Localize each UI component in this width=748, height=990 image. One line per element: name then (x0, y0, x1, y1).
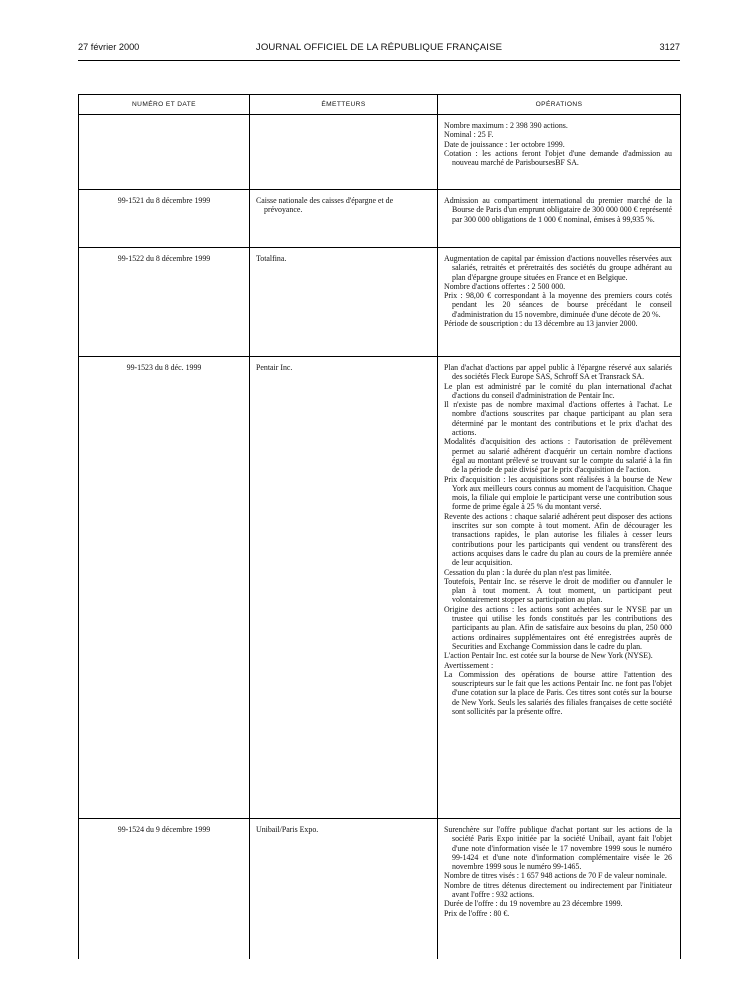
operation-paragraph: Modalités d'acquisition des actions : l'autorisation de prélèvement permet au salarié adhérent d'acquérir un certain nombre d'actions égal au montant prélevé se trouvant sur le compte du salarié à la fin de la période de paie divisé par le prix d'acquisition de l'action. (444, 437, 672, 475)
cell-operations (438, 357, 681, 819)
operation-paragraph: Cotation : les actions feront l'objet d'une demande d'admission au nouveau marché de ParisboursesBF SA. (444, 148, 672, 168)
operation-paragraph: Nombre de titres détenus directement ou indirectement par l'initiateur avant l'offre : 932 actions. (444, 880, 672, 900)
operation-paragraph: Nombre d'actions offertes : 2 500 000. (444, 281, 566, 291)
page-number: 3127 (659, 42, 680, 52)
emetteur-text: Unibail/Paris Expo. (256, 825, 319, 834)
cell-operations (438, 819, 681, 959)
emetteur-text: Caisse nationale des caisses d'épargne et de prévoyance. (256, 196, 394, 215)
emetteur-text: Pentair Inc. (256, 363, 293, 372)
operation-paragraph: Nominal : 25 F. (444, 130, 494, 140)
operation-paragraph: Prix de l'offre : 80 €. (444, 908, 510, 918)
operation-paragraph: Cessation du plan : la durée du plan n'est pas limitée. (444, 567, 612, 577)
operation-paragraph: Le plan est administré par le comité du plan international d'achat d'actions du conseil d'administration de Pentair Inc. (444, 381, 672, 400)
operation-paragraph: Augmentation de capital par émission d'actions nouvelles réservées aux salariés, retraités et préretraités des sociétés du groupe adhérant au plan d'épargne groupe situées en France et en Belgique. (444, 254, 672, 282)
operation-paragraph: La Commission des opérations de bourse attire l'attention des souscripteurs sur le fait que les actions Pentair Inc. ne font pas l'objet d'une cotation sur la place de Paris. Ces titres sont cotés sur la bourse de New York. Seuls les salariés des filiales françaises de cette société sont sollicités par la présente offre. (444, 669, 672, 716)
header-rule (78, 60, 680, 61)
column-header-numero: NUMÉRO ET DATE (79, 95, 250, 115)
operation-paragraph: Il n'existe pas de nombre maximal d'actions offertes à l'achat. Le nombre d'actions souscrites par chaque participant au plan sera déterminé par le montant des contributions et le prix d'achat des actions. (444, 400, 672, 438)
operation-paragraph: Date de jouissance : 1er octobre 1999. (444, 139, 565, 149)
cell-operations (438, 248, 681, 357)
operation-paragraph: Origine des actions : les actions sont achetées sur le NYSE par un trustee qui utilise les fonds constitués par les contributions des participants au plan. Afin de satisfaire aux besoins du plan, 250 000 actions ordinaires supplémentaires ont été enregistrées auprès de Securities and Exchange Commission dans le cadre du plan. (444, 604, 672, 651)
cell-numero-date: 99-1524 du 9 décembre 1999 (79, 819, 250, 959)
operation-paragraph: Plan d'achat d'actions par appel public à l'épargne réservé aux salariés des sociétés Fleck Europe SAS, Schroff SA et Transrack SA. (444, 363, 672, 382)
cell-emetteur (250, 115, 438, 190)
cell-numero-date: 99-1523 du 8 déc. 1999 (79, 357, 250, 819)
operation-paragraph: Surenchère sur l'offre publique d'achat portant sur les actions de la société Paris Expo initiée par la société Unibail, ayant fait l'objet d'une note d'information visée le 17 novembre 1999 sous le numéro 99-1424 et d'une note d'information complémentaire visée le 26 novembre 1999 sous le numéro 99-1465. (444, 825, 672, 872)
header-date: 27 février 2000 (78, 42, 140, 52)
table-row (79, 190, 681, 248)
operation-paragraph: Nombre de titres visés : 1 657 948 actions de 70 F de valeur nominale. (444, 871, 667, 881)
cell-operations (438, 115, 681, 190)
operation-paragraph: Revente des actions : chaque salarié adhérent peut disposer des actions inscrites sur son compte à tout moment. Afin de décourager les transactions rapides, le plan autorise les filiales à cesser leurs contributions pour les participants qui vendent ou transfèrent des actions acquises dans le cadre du plan au cours de la première année de leur acquisition. (444, 511, 672, 568)
page-header (78, 42, 680, 56)
operation-paragraph: Toutefois, Pentair Inc. se réserve le droit de modifier ou d'annuler le plan à tout moment. A tout moment, un participant peut volontairement stopper sa participation au plan. (444, 576, 672, 605)
table-row (79, 248, 681, 357)
operation-paragraph: Admission au compartiment international du premier marché de la Bourse de Paris d'un emprunt obligataire de 300 000 000 € représenté par 300 000 obligations de 1 000 € nominal, émises à 99,935 %. (444, 196, 672, 224)
table-row (79, 819, 681, 959)
cell-emetteur (250, 357, 438, 819)
column-header-emetteurs: ÉMETTEURS (250, 95, 438, 115)
operation-paragraph: Durée de l'offre : du 19 novembre au 23 décembre 1999. (444, 899, 623, 909)
table-header-row (79, 95, 681, 115)
operation-paragraph: L'action Pentair Inc. est cotée sur la bourse de New York (NYSE). (444, 651, 653, 661)
cell-numero-date: 99-1522 du 8 décembre 1999 (79, 248, 250, 357)
column-header-operations: OPÉRATIONS (438, 95, 681, 115)
cell-operations (438, 190, 681, 248)
operation-paragraph: Avertissement : (444, 660, 494, 670)
operation-paragraph: Nombre maximum : 2 398 390 actions. (444, 121, 568, 130)
cell-numero-date (79, 115, 250, 190)
table-row (79, 357, 681, 819)
operation-paragraph: Période de souscription : du 13 décembre au 13 janvier 2000. (444, 319, 638, 329)
operation-paragraph: Prix : 98,00 € correspondant à la moyenne des premiers cours cotés pendant les 20 séances de bourse précédant le conseil d'administration du 15 novembre, diminuée d'une décote de 20 %. (444, 291, 672, 319)
emetteur-text: Totalfina. (256, 254, 287, 263)
journal-title: JOURNAL OFFICIEL DE LA RÉPUBLIQUE FRANÇAISE (255, 42, 503, 53)
cell-emetteur (250, 819, 438, 959)
cell-emetteur (250, 248, 438, 357)
cell-numero-date: 99-1521 du 8 décembre 1999 (79, 190, 250, 248)
table-row (79, 115, 681, 190)
cell-emetteur (250, 190, 438, 248)
operations-table (78, 94, 681, 959)
operation-paragraph: Prix d'acquisition : les acquisitions sont réalisées à la bourse de New York aux meilleurs cours connus au moment de l'acquisition. Chaque mois, la filiale qui emploie le participant verse une contribution sous forme de prime égale à 25 % du montant versé. (444, 474, 672, 512)
